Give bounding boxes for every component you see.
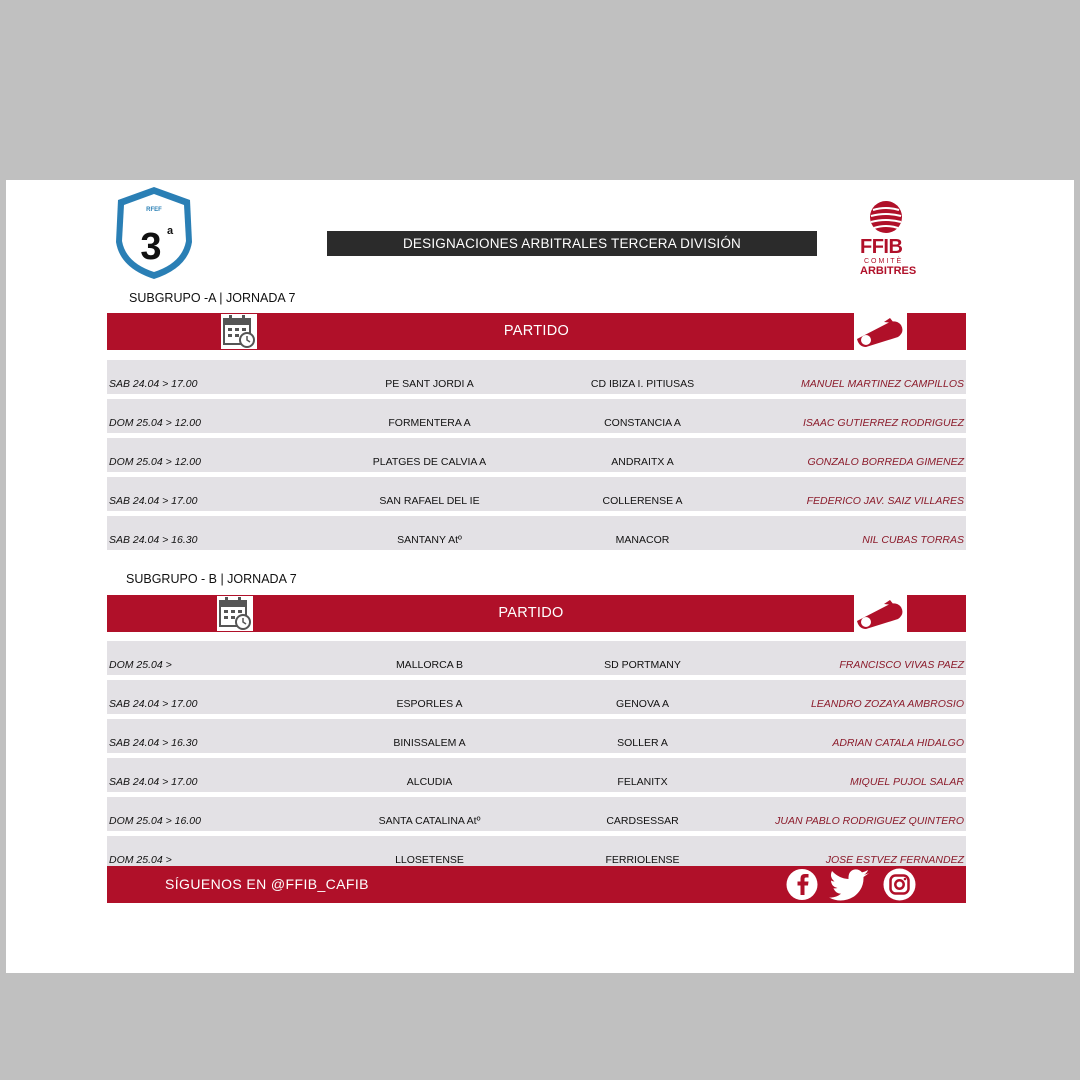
- page-title: DESIGNACIONES ARBITRALES TERCERA DIVISIÓN: [327, 231, 817, 256]
- match-row: [107, 516, 966, 550]
- subgroup-b-heading: SUBGRUPO - B | JORNADA 7: [126, 572, 297, 586]
- away-team: FELANITX: [617, 776, 668, 788]
- match-date: SAB 24.04 > 17.00: [109, 776, 198, 788]
- match-row: [107, 758, 966, 792]
- home-team: MALLORCA B: [395, 659, 464, 671]
- referee-name: JOSE ESTVEZ FERNANDEZ: [825, 854, 964, 866]
- ffib-logo-text: FFIB: [860, 236, 903, 258]
- referee-name: FRANCISCO VIVAS PAEZ: [839, 659, 964, 671]
- subgroup-a-header-bar: [107, 313, 966, 350]
- away-team: MANACOR: [615, 534, 670, 546]
- match-date: DOM 25.04 > 16.00: [109, 815, 201, 827]
- match-date: SAB 24.04 > 16.30: [109, 534, 198, 546]
- match-date: DOM 25.04 >: [109, 659, 172, 671]
- away-team: SOLLER A: [617, 737, 668, 749]
- referee-name: LEANDRO ZOZAYA AMBROSIO: [810, 698, 964, 710]
- home-team: LLOSETENSE: [395, 854, 464, 866]
- whistle-icon: [854, 595, 907, 632]
- home-team: FORMENTERA A: [388, 417, 471, 429]
- designations-sheet: [6, 180, 1074, 973]
- away-team: COLLERENSE A: [602, 495, 683, 507]
- subgroup-a-bar-label: PARTIDO: [503, 323, 570, 339]
- subgroup-a-heading: SUBGRUPO -A | JORNADA 7: [129, 291, 296, 305]
- badge-org-text: RFEF: [146, 207, 162, 213]
- home-team: SANTA CATALINA Atº: [378, 815, 481, 827]
- referee-name: ADRIAN CATALA HIDALGO: [832, 737, 964, 749]
- home-team: BINISSALEM A: [393, 737, 466, 749]
- calendar-icon: [217, 596, 253, 631]
- home-team: PLATGES DE CALVIA A: [372, 456, 487, 468]
- match-date: SAB 24.04 > 17.00: [109, 698, 198, 710]
- referee-name: GONZALO BORREDA GIMENEZ: [807, 456, 964, 468]
- match-row: [107, 680, 966, 714]
- subgroup-b-bar-label: PARTIDO: [498, 605, 564, 621]
- twitter-icon[interactable]: [829, 868, 871, 901]
- match-row: [107, 399, 966, 433]
- ffib-ball-icon: [869, 200, 903, 234]
- home-team: PE SANT JORDI A: [385, 378, 474, 390]
- referee-name: NIL CUBAS TORRAS: [862, 534, 964, 546]
- referee-name: JUAN PABLO RODRIGUEZ QUINTERO: [775, 815, 964, 827]
- match-row: [107, 797, 966, 831]
- match-row: [107, 438, 966, 472]
- referee-name: FEDERICO JAV. SAIZ VILLARES: [806, 495, 964, 507]
- footer-bar: [107, 866, 966, 903]
- match-row: [107, 641, 966, 675]
- home-team: ESPORLES A: [396, 698, 463, 710]
- away-team: SD PORTMANY: [604, 659, 681, 671]
- badge-number: 3: [140, 226, 162, 268]
- follow-us-text: SÍGUENOS EN @FFIB_CAFIB: [165, 876, 369, 892]
- match-date: DOM 25.04 > 12.00: [109, 456, 201, 468]
- whistle-icon: [854, 313, 907, 350]
- match-date: SAB 24.04 > 17.00: [109, 495, 198, 507]
- facebook-icon[interactable]: [785, 868, 820, 901]
- ffib-logo-sub1: COMITÈ: [864, 258, 904, 265]
- match-date: DOM 25.04 >: [109, 854, 172, 866]
- referee-name: MIQUEL PUJOL SALAR: [850, 776, 964, 788]
- away-team: CD IBIZA I. PITIUSAS: [590, 378, 695, 390]
- away-team: CONSTANCIA A: [604, 417, 681, 429]
- match-row: [107, 719, 966, 753]
- away-team: CARDSESSAR: [606, 815, 679, 827]
- referee-name: ISAAC GUTIERREZ RODRIGUEZ: [802, 417, 964, 429]
- whistle-icon-box: [854, 595, 907, 632]
- away-team: ANDRAITX A: [611, 456, 674, 468]
- away-team: GENOVA A: [616, 698, 669, 710]
- referee-name: MANUEL MARTINEZ CAMPILLOS: [801, 378, 964, 390]
- ffib-logo-sub2: ARBITRES: [860, 265, 917, 277]
- match-date: SAB 24.04 > 16.30: [109, 737, 198, 749]
- subgroup-b-header-bar: [107, 595, 966, 632]
- home-team: SAN RAFAEL DEL IE: [379, 495, 480, 507]
- whistle-icon-box: [854, 313, 907, 350]
- match-date: SAB 24.04 > 17.00: [109, 378, 198, 390]
- away-team: FERRIOLENSE: [605, 854, 680, 866]
- ffib-logo: [854, 200, 917, 280]
- match-date: DOM 25.04 > 12.00: [109, 417, 201, 429]
- instagram-icon[interactable]: [881, 868, 918, 901]
- match-row: [107, 836, 966, 866]
- rfef-tercera-badge: [110, 184, 198, 282]
- home-team: ALCUDIA: [406, 776, 453, 788]
- home-team: SANTANY Atº: [397, 534, 462, 546]
- badge-suffix: a: [166, 225, 174, 237]
- match-row: [107, 477, 966, 511]
- calendar-icon: [221, 314, 257, 349]
- match-row: [107, 360, 966, 394]
